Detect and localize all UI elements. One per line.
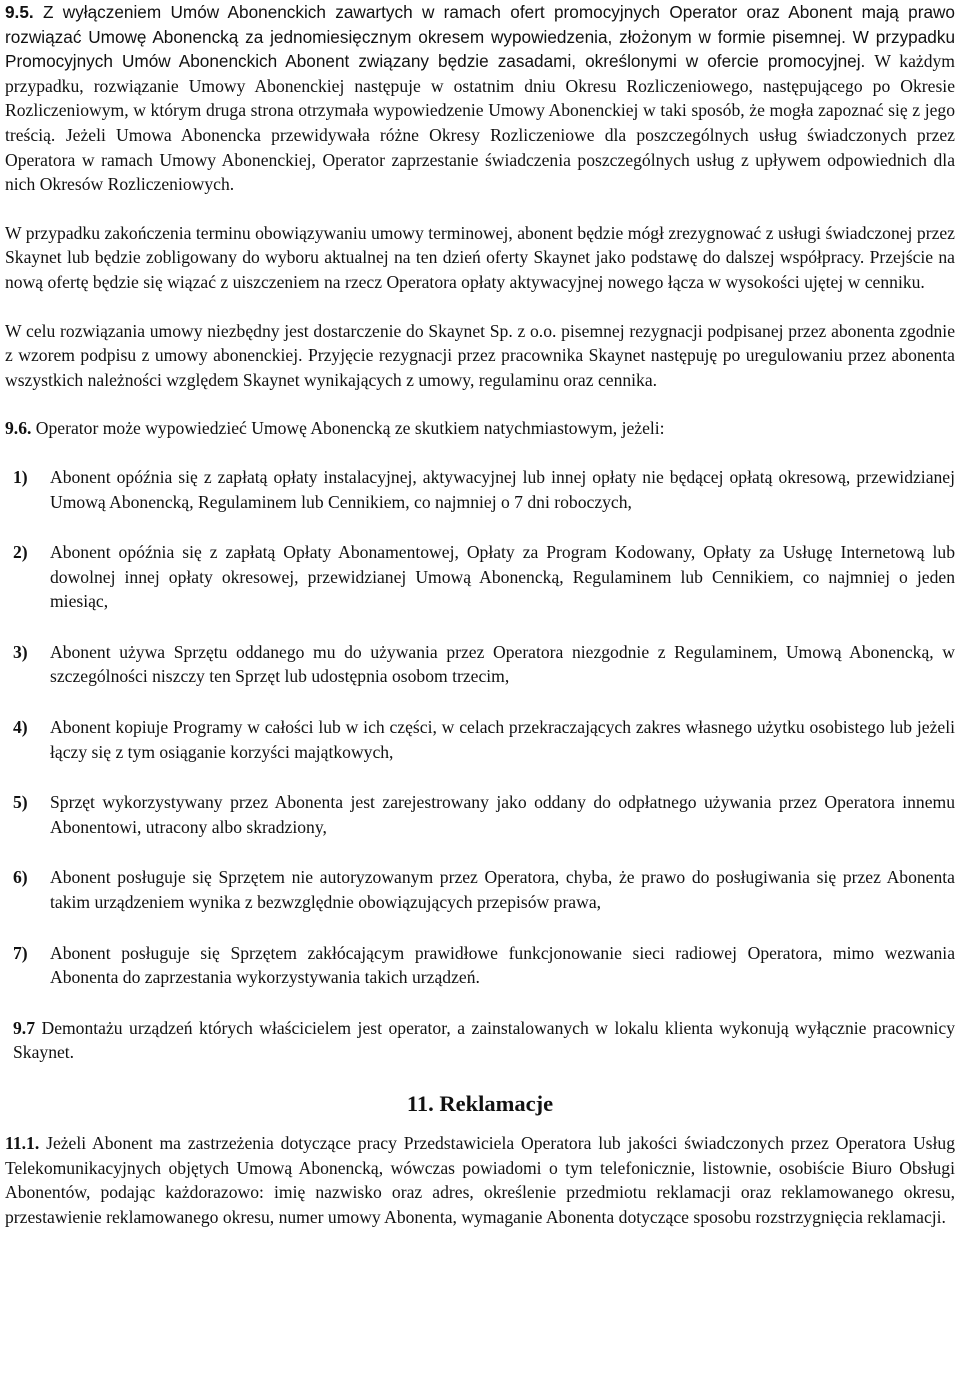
section-11-1-text: Jeżeli Abonent ma zastrzeżenia dotyczące pracy Przedstawiciela Operatora lub jakości świadczonych przez Operatora Usług Telekomunikacyjnych objętych Umową Abonencką, wówczas powiadomi o tym telefonicznie, listownie, osobiście Biuro Obsługi Abonentów, podając każdorazowo: imię nazwisko oraz adres, określenie przedmiotu reklamacji oraz reklamowanego okresu, przestawienie reklamowanego okresu, numer umowy Abonenta, wymaganie Abonenta dotyczące sposobu rozstrzygnięcia reklamacji. [5, 1133, 955, 1227]
section-number: 11.1. [5, 1133, 40, 1153]
spacer [5, 392, 955, 416]
list-item [5, 790, 955, 839]
list-item [5, 465, 955, 514]
section-9-7-text: Demontażu urządzeń których właścicielem jest operator, a zainstalowanych w lokalu klienta wykonują wyłącznie pracownicy Skaynet. [13, 1017, 955, 1063]
item-marker: 6) [13, 867, 28, 888]
spacer [5, 295, 955, 319]
item-text: Abonent używa Sprzętu oddanego mu do używania przez Operatora niezgodnie z Regulaminem, Umową Abonencką, w szczególności niszczy ten Sprzęt lub udostępnia osobom trzecim, [50, 641, 955, 687]
section-9-5-text-1: Z wyłączeniem Umów Abonenckich zawartych w ramach ofert promocyjnych Operator oraz Abonent mają prawo rozwiązać Umowę Abonencką za jednomiesięcznym okresem wypowiedzenia, złożonym w formie pisemnej. W przypadku Promocyjnych Umów Abonenckich Abonent związany będzie zasadami, określonymi w ofercie promocyjnej. [5, 2, 955, 72]
paragraph-term-end: W przypadku zakończenia terminu obowiązywaniu umowy terminowej, abonent będzie mógł zrezygnować z usługi świadczonej przez Skaynet lub będzie zobligowany do wyboru aktualnej na ten dzień oferty Skaynet jako podstawę do dalszej współpracy. Przejście na nową ofertę będzie się wiązać z uiszczeniem na rzecz Operatora opłaty aktywacyjnej nowego łącza w wysokości ujętej w cenniku. [5, 222, 955, 292]
section-9-5 [5, 0, 955, 197]
list-item [5, 640, 955, 689]
spacer [5, 514, 955, 540]
section-9-5-text-2: W każdym przypadku, rozwiązanie Umowy Abonenckiej następuje w ostatnim dniu Okresu Rozliczeniowego, następującego po Okresie Rozliczeniowym, w którym druga strona otrzymała wypowiedzenie Umowy Abonenckiej w taki sposób, że mogła zapoznać się z jego treścią. [5, 51, 955, 145]
section-9-7 [5, 1016, 955, 1065]
spacer [5, 1065, 955, 1089]
item-marker: 5) [13, 792, 28, 813]
item-text: Abonent opóźnia się z zapłatą opłaty instalacyjnej, aktywacyjnej lub innej opłaty nie będącej opłatą okresową, przewidzianej Umową Abonencką, Regulaminem lub Cennikiem, co najmniej o 7 dni roboczych, [50, 466, 955, 512]
item-text: Abonent posługuje się Sprzętem zakłócającym prawidłowe funkcjonowanie sieci radiowej Operatora, mimo wezwania Abonenta do zaprzestania wykorzystywania takich urządzeń. [50, 942, 955, 988]
paragraph-resignation: W celu rozwiązania umowy niezbędny jest dostarczenie do Skaynet Sp. z o.o. pisemnej rezygnacji podpisanej przez abonenta zgodnie z wzorem podpisu z umowy abonenckiej. Przyjęcie rezygnacji przez pracownika Skaynet następuję po uregulowaniu przez abonenta wszystkich należności względem Skaynet wynikających z umowy, regulaminu oraz cennika. [5, 320, 955, 390]
section-9-6-text: Operator może wypowiedzieć Umowę Abonencką ze skutkiem natychmiastowym, jeżeli: [35, 418, 665, 439]
section-number: 9.6. [5, 418, 32, 439]
document-page [5, 0, 955, 1229]
termination-reasons-list [5, 465, 955, 990]
item-marker: 2) [13, 542, 28, 563]
item-marker: 3) [13, 641, 28, 662]
item-marker: 4) [13, 717, 28, 738]
spacer [5, 1119, 955, 1131]
item-text: Abonent posługuje się Sprzętem nie autoryzowanym przez Operatora, chyba, że prawo do posługiwania się przez Abonenta takim urządzeniem wynika z bezwzględnie obowiązujących przepisów prawa, [50, 867, 955, 913]
spacer [5, 197, 955, 221]
item-text: Sprzęt wykorzystywany przez Abonenta jest zarejestrowany jako oddany do odpłatnego używania przez Operatora innemu Abonentowi, utracony albo skradziony, [50, 792, 955, 837]
item-text: Abonent kopiuje Programy w całości lub w ich części, w celach przekraczających zakres własnego użytku osobistego lub jeżeli łączy się z tym osiąganie korzyści majątkowych, [50, 717, 955, 762]
list-item [5, 715, 955, 764]
spacer [5, 764, 955, 790]
spacer [5, 915, 955, 941]
list-item [5, 540, 955, 614]
spacer [5, 689, 955, 715]
spacer [5, 614, 955, 640]
section-heading: 11. Reklamacje [406, 1091, 554, 1116]
spacer [5, 990, 955, 1016]
list-item [5, 941, 955, 990]
spacer [5, 839, 955, 865]
section-9-6 [5, 416, 955, 441]
section-number: 9.5. [5, 2, 34, 22]
list-item [5, 865, 955, 914]
item-marker: 1) [13, 466, 28, 487]
spacer [5, 441, 955, 465]
section-number: 9.7 [13, 1017, 35, 1038]
item-marker: 7) [13, 942, 28, 963]
section-11-1 [5, 1131, 955, 1229]
item-text: Abonent opóźnia się z zapłatą Opłaty Abonamentowej, Opłaty za Program Kodowany, Opłaty za Usługę Internetową lub dowolnej innej opłaty okresowej, przewidzianej Umową Abonencką, Regulaminem lub Cennikiem, co najmniej o jeden miesiąc, [50, 542, 955, 612]
section-9-5-text-3: Jeżeli Umowa Abonencka przewidywała różne Okresy Rozliczeniowe dla poszczególnych usług świadczonych przez Operatora w ramach Umowy Abonenckiej, Operator zaprzestanie świadczenia poszczególnych usług z upływem odpowiednich dla nich Okresów Rozliczeniowych. [5, 124, 955, 195]
